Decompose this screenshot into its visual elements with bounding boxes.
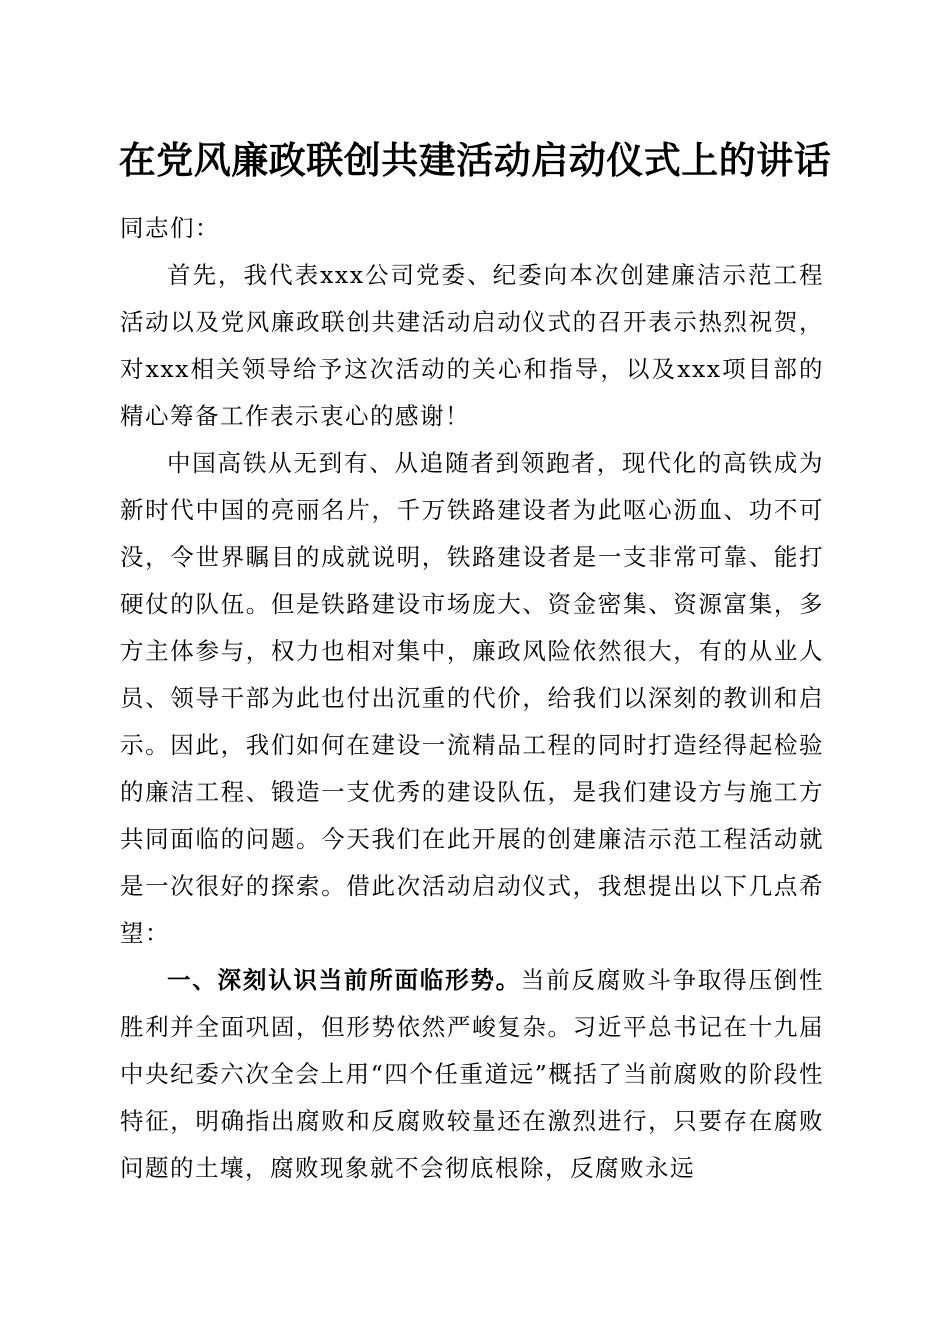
document-title: 在党风廉政联创共建活动启动仪式上的讲话 — [118, 138, 832, 182]
paragraph-2: 中国高铁从无到有、从追随者到领跑者，现代化的高铁成为新时代中国的亮丽名片，千万铁路建设者为此呕心沥血、功不可没，令世界瞩目的成就说明，铁路建设者是一支非常可靠、能打硬仗的队伍。但是铁路建设市场庞大、资金密集、资源富集，多方主体参与，权力也相对集中，廉政风险依然很大，有的从业人员、领导干部为此也付出沉重的代价，给我们以深刻的教训和启示。因此，我们如何在建设一流精品工程的同时打造经得起检验的廉洁工程、锻造一支优秀的建设队伍，是我们建设方与施工方共同面临的问题。今天我们在此开展的创建廉洁示范工程活动就是一次很好的探索。借此次活动启动仪式，我想提出以下几点希望： — [120, 449, 824, 947]
section-1-heading: 一、深刻认识当前所面临形势。 — [167, 966, 521, 994]
section-1-paragraph — [120, 957, 824, 1192]
paragraph-1: 首先，我代表xxx公司党委、纪委向本次创建廉洁示范工程活动以及党风廉政联创共建活动启动仪式的召开表示热烈祝贺，对xxx相关领导给予这次活动的关心和指导，以及xxx项目部的精心筹备工作表示衷心的感谢！ — [120, 261, 824, 430]
document-body — [120, 205, 824, 1192]
section-1-text: 当前反腐败斗争取得压倒性胜利并全面巩固，但形势依然严峻复杂。习近平总书记在十九届中央纪委六次全会上用“四个任重道远”概括了当前腐败的阶段性特征，明确指出腐败和反腐败较量还在激烈进行，只要存在腐败问题的土壤，腐败现象就不会彻底根除，反腐败永远 — [120, 966, 825, 1182]
salutation: 同志们： — [120, 214, 220, 242]
